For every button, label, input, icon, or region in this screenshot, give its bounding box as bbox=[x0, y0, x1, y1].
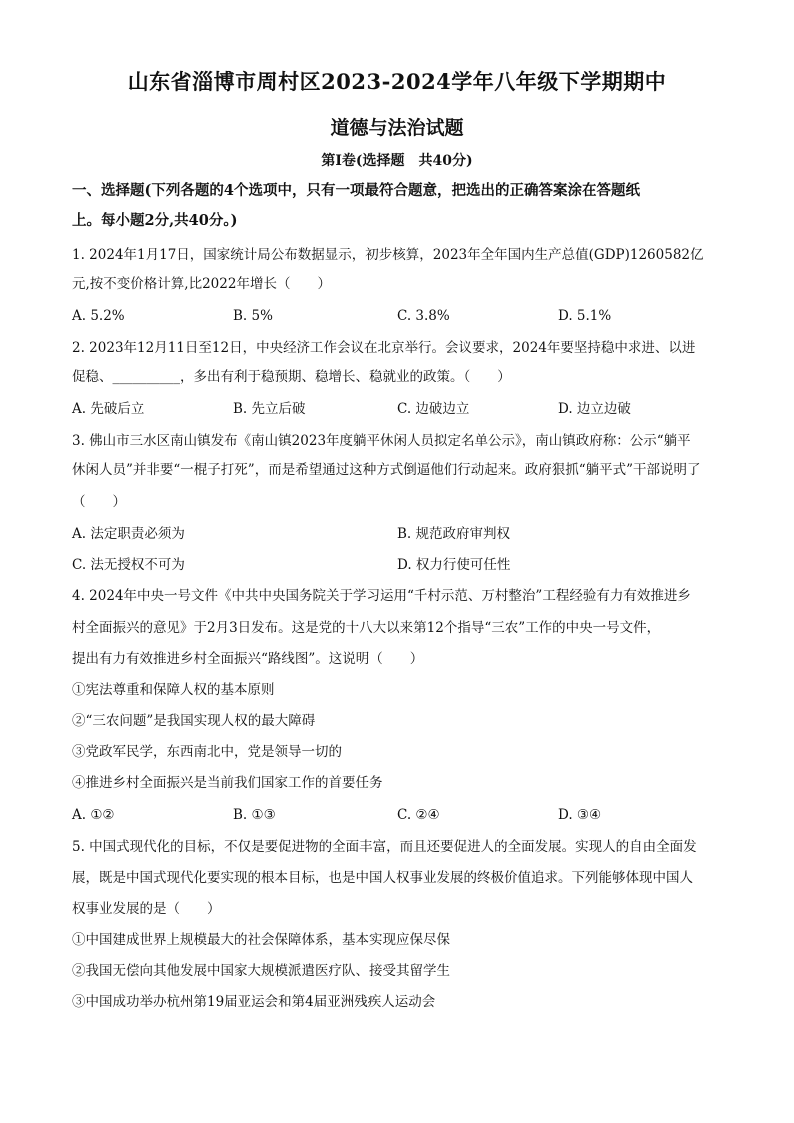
question-3-text: （ ） bbox=[72, 494, 126, 510]
question-5-text: 展，既是中国式现代化要实现的根本目标，也是中国人权事业发展的终极价值追求。下列能够体现中国人 bbox=[72, 870, 693, 886]
question-4-text: 4. 2024年中央一号文件《中共中央国务院关于学习运用“千村示范、万村整治”工程经验有力有效推进乡 bbox=[72, 588, 691, 604]
question-2-option-a: A. 先破后立 bbox=[72, 401, 145, 417]
question-3-option-a: A. 法定职责必须为 bbox=[72, 526, 185, 542]
section-instruction: 一、选择题(下列各题的4个选项中，只有一项最符合题意，把选出的正确答案涂在答题纸 bbox=[72, 182, 640, 199]
question-5-statement: ①中国建成世界上规模最大的社会保障体系，基本实现应保尽保 bbox=[72, 932, 450, 948]
exam-subject: 道德与法治试题 bbox=[330, 117, 464, 139]
question-3-option-b: B. 规范政府审判权 bbox=[397, 526, 511, 542]
question-2-option-c: C. 边破边立 bbox=[397, 401, 470, 417]
question-5-statement: ②我国无偿向其他发展中国家大规模派遣医疗队、接受其留学生 bbox=[72, 963, 450, 979]
question-1-option-a: A. 5.2% bbox=[72, 308, 125, 324]
question-4-statement: ③党政军民学，东西南北中，党是领导一切的 bbox=[72, 744, 342, 760]
question-1-text: 元,按不变价格计算,比2022年增长（ ） bbox=[72, 276, 331, 292]
question-4-option-b: B. ①③ bbox=[233, 807, 276, 823]
question-3-text: 3. 佛山市三水区南山镇发布《南山镇2023年度躺平休闲人员拟定名单公示》，南山镇政府称：公示“躺平 bbox=[72, 433, 691, 449]
question-4-option-a: A. ①② bbox=[72, 807, 115, 823]
question-2-text: 促稳、__________，多出有利于稳预期、稳增长、稳就业的政策。（ ） bbox=[72, 369, 511, 385]
question-4-statement: ④推进乡村全面振兴是当前我们国家工作的首要任务 bbox=[72, 775, 383, 791]
question-2-option-b: B. 先立后破 bbox=[233, 401, 306, 417]
question-1-option-d: D. 5.1% bbox=[558, 308, 612, 324]
question-2-text: 2. 2023年12月11日至12日，中央经济工作会议在北京举行。会议要求，2024年要坚持稳中求进、以进 bbox=[72, 340, 696, 356]
exam-title: 山东省淄博市周村区2023-2024学年八年级下学期期中 bbox=[127, 69, 667, 94]
question-5-statement: ③中国成功举办杭州第19届亚运会和第4届亚洲残疾人运动会 bbox=[72, 994, 436, 1010]
question-3-text: 休闲人员”并非要“一棍子打死”，而是希望通过这种方式倒逼他们行动起来。政府狠抓“躺平式”干部说明了 bbox=[72, 462, 701, 478]
question-4-text: 村全面振兴的意见》于2月3日发布。这是党的十八大以来第12个指导“三农”工作的中央一号文件， bbox=[72, 620, 661, 636]
question-1-option-c: C. 3.8% bbox=[397, 308, 450, 324]
question-3-option-c: C. 法无授权不可为 bbox=[72, 557, 185, 573]
section-instruction: 上。每小题2分,共40分。) bbox=[72, 212, 238, 229]
exam-part-heading: 第Ⅰ卷(选择题 共40分) bbox=[321, 153, 473, 169]
question-5-text: 5. 中国式现代化的目标，不仅是要促进物的全面丰富，而且还要促进人的全面发展。实现人的自由全面发 bbox=[72, 839, 697, 855]
question-5-text: 权事业发展的是（ ） bbox=[72, 901, 221, 917]
question-4-statement: ①宪法尊重和保障人权的基本原则 bbox=[72, 682, 275, 698]
question-3-option-d: D. 权力行使可任性 bbox=[397, 557, 511, 573]
question-4-option-c: C. ②④ bbox=[397, 807, 440, 823]
question-4-statement: ②“三农问题”是我国实现人权的最大障碍 bbox=[72, 713, 316, 729]
question-4-text: 提出有力有效推进乡村全面振兴“路线图”。这说明（ ） bbox=[72, 651, 424, 667]
question-2-option-d: D. 边立边破 bbox=[558, 401, 631, 417]
question-1-text: 1. 2024年1月17日，国家统计局公布数据显示，初步核算，2023年全年国内生产总值(GDP)1260582亿 bbox=[72, 247, 704, 263]
question-1-option-b: B. 5% bbox=[233, 308, 273, 324]
question-4-option-d: D. ③④ bbox=[558, 807, 602, 823]
